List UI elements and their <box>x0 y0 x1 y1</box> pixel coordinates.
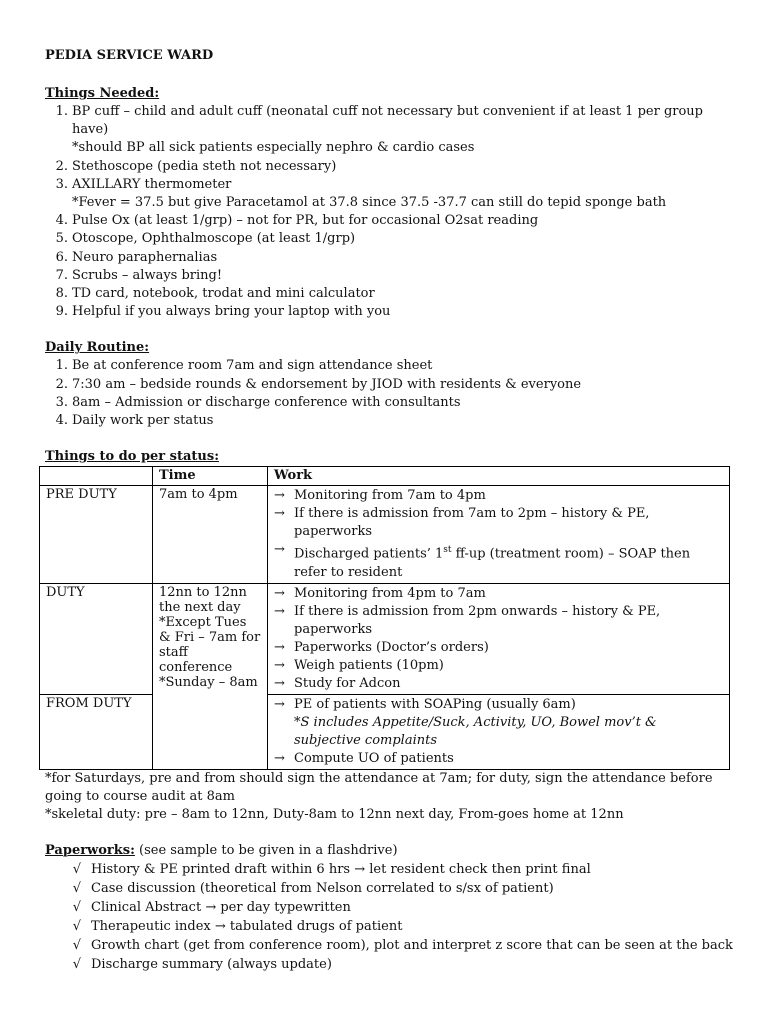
arrow-icon: → <box>274 750 285 766</box>
status-table <box>39 466 730 769</box>
footnote: *skeletal duty: pre – 8am to 12nn, Duty-8am to 12nn next day, From-goes home at 12nn <box>45 806 624 822</box>
checkmark-icon: √ <box>72 880 81 896</box>
work-item: → PE of patients with SOAPing (usually 6am) <box>274 696 576 712</box>
checkmark-icon: √ <box>72 861 81 877</box>
work-item: → Paperworks (Doctor’s orders) <box>274 639 489 655</box>
list-item: 6. Neuro paraphernalias <box>55 249 218 265</box>
arrow-icon: → <box>274 657 285 673</box>
list-item: 2. Stethoscope (pedia steth not necessary) <box>55 158 337 174</box>
checkmark-icon: √ <box>72 918 81 934</box>
page-title: PEDIA SERVICE WARD <box>45 48 214 63</box>
paperworks-list <box>45 860 735 974</box>
arrow-icon: → <box>274 506 285 522</box>
list-item: √ Case discussion (theoretical from Nelson correlated to s/sx of patient) <box>45 879 735 898</box>
things-needed-list <box>45 103 735 321</box>
work-item: → Discharged patients’ 1st ff-up (treatment room) – SOAP then refer to resident <box>274 542 691 580</box>
list-item: 4. Pulse Ox (at least 1/grp) – not for PR, but for occasional O2sat reading <box>55 213 539 229</box>
list-item-note: *Fever = 37.5 but give Paracetamol at 37.8 since 37.5 -37.7 can still do tepid sponge bath <box>72 195 667 211</box>
table-header-row <box>40 467 730 486</box>
status-cell: FROM DUTY <box>40 694 153 769</box>
list-item-note: *should BP all sick patients especially nephro & cardio cases <box>72 140 475 156</box>
work-item: → Study for Adcon <box>274 675 401 691</box>
work-item: → Monitoring from 7am to 4pm <box>274 488 486 504</box>
list-item: 8. TD card, notebook, trodat and mini calculator <box>55 286 375 302</box>
arrow-icon: → <box>274 675 285 691</box>
header-time-cell: Time <box>153 467 268 486</box>
arrow-icon: → <box>274 542 285 558</box>
checkmark-icon: √ <box>72 937 81 953</box>
header-work-cell: Work <box>268 467 730 486</box>
status-cell: PRE DUTY <box>40 486 153 583</box>
work-item: → If there is admission from 7am to 2pm – history & PE, paperworks <box>274 506 650 540</box>
footnote: *for Saturdays, pre and from should sign the attendance at 7am; for duty, sign the attendance before going to course audit at 8am <box>45 770 713 804</box>
list-item: √ Discharge summary (always update) <box>45 955 735 974</box>
list-item: 3. AXILLARY thermometer <box>55 176 232 192</box>
arrow-icon: → <box>274 603 285 619</box>
list-item: √ Growth chart (get from conference room), plot and interpret z score that can be seen at the back <box>45 936 735 955</box>
work-cell <box>268 694 730 769</box>
paperworks-heading: Paperworks: (see sample to be given in a flashdrive) <box>45 842 398 858</box>
work-note: *S includes Appetite/Suck, Activity, UO, Bowel mov’t & subjective complaints <box>294 714 657 748</box>
list-item: √ Clinical Abstract → per day typewritten <box>45 898 735 917</box>
checkmark-icon: √ <box>72 956 81 972</box>
list-item: 1. BP cuff – child and adult cuff (neonatal cuff not necessary but convenient if at least 1 per group have) <box>55 104 704 138</box>
work-cell <box>268 583 730 694</box>
work-cell <box>268 486 730 583</box>
list-item: 7. Scrubs – always bring! <box>55 267 223 283</box>
list-item: 2. 7:30 am – bedside rounds & endorsement by JIOD with residents & everyone <box>55 376 582 392</box>
work-item: → Monitoring from 4pm to 7am <box>274 585 486 601</box>
list-item: 9. Helpful if you always bring your laptop with you <box>55 304 391 320</box>
status-cell: DUTY <box>40 583 153 694</box>
status-table-heading: Things to do per status: <box>45 449 219 465</box>
list-item: 4. Daily work per status <box>55 413 214 429</box>
work-item: → Compute UO of patients <box>274 750 454 766</box>
arrow-icon: → <box>274 696 285 712</box>
table-row-pre-duty <box>40 486 730 583</box>
time-cell: 12nn to 12nn the next day *Except Tues & Fri – 7am for staff conference *Sunday – 8am <box>153 583 268 769</box>
document-page <box>45 47 735 974</box>
list-item: 1. Be at conference room 7am and sign attendance sheet <box>55 358 433 374</box>
daily-routine-heading: Daily Routine: <box>45 340 150 356</box>
list-item: 3. 8am – Admission or discharge conference with consultants <box>55 394 461 410</box>
things-needed-heading: Things Needed: <box>45 86 160 101</box>
arrow-icon: → <box>274 585 285 601</box>
checkmark-icon: √ <box>72 899 81 915</box>
table-row-duty <box>40 583 730 694</box>
arrow-icon: → <box>274 639 285 655</box>
table-row-from-duty <box>40 694 730 769</box>
work-item: → If there is admission from 2pm onwards – history & PE, paperworks <box>274 603 661 637</box>
list-item: √ Therapeutic index → tabulated drugs of patient <box>45 917 735 936</box>
arrow-icon: → <box>274 488 285 504</box>
daily-routine-list <box>45 357 735 430</box>
header-status-cell <box>40 467 153 486</box>
list-item: 5. Otoscope, Ophthalmoscope (at least 1/grp) <box>55 231 356 247</box>
list-item: √ History & PE printed draft within 6 hrs → let resident check then print final <box>45 860 735 879</box>
time-cell: 7am to 4pm <box>153 486 268 583</box>
work-item: → Weigh patients (10pm) <box>274 657 444 673</box>
